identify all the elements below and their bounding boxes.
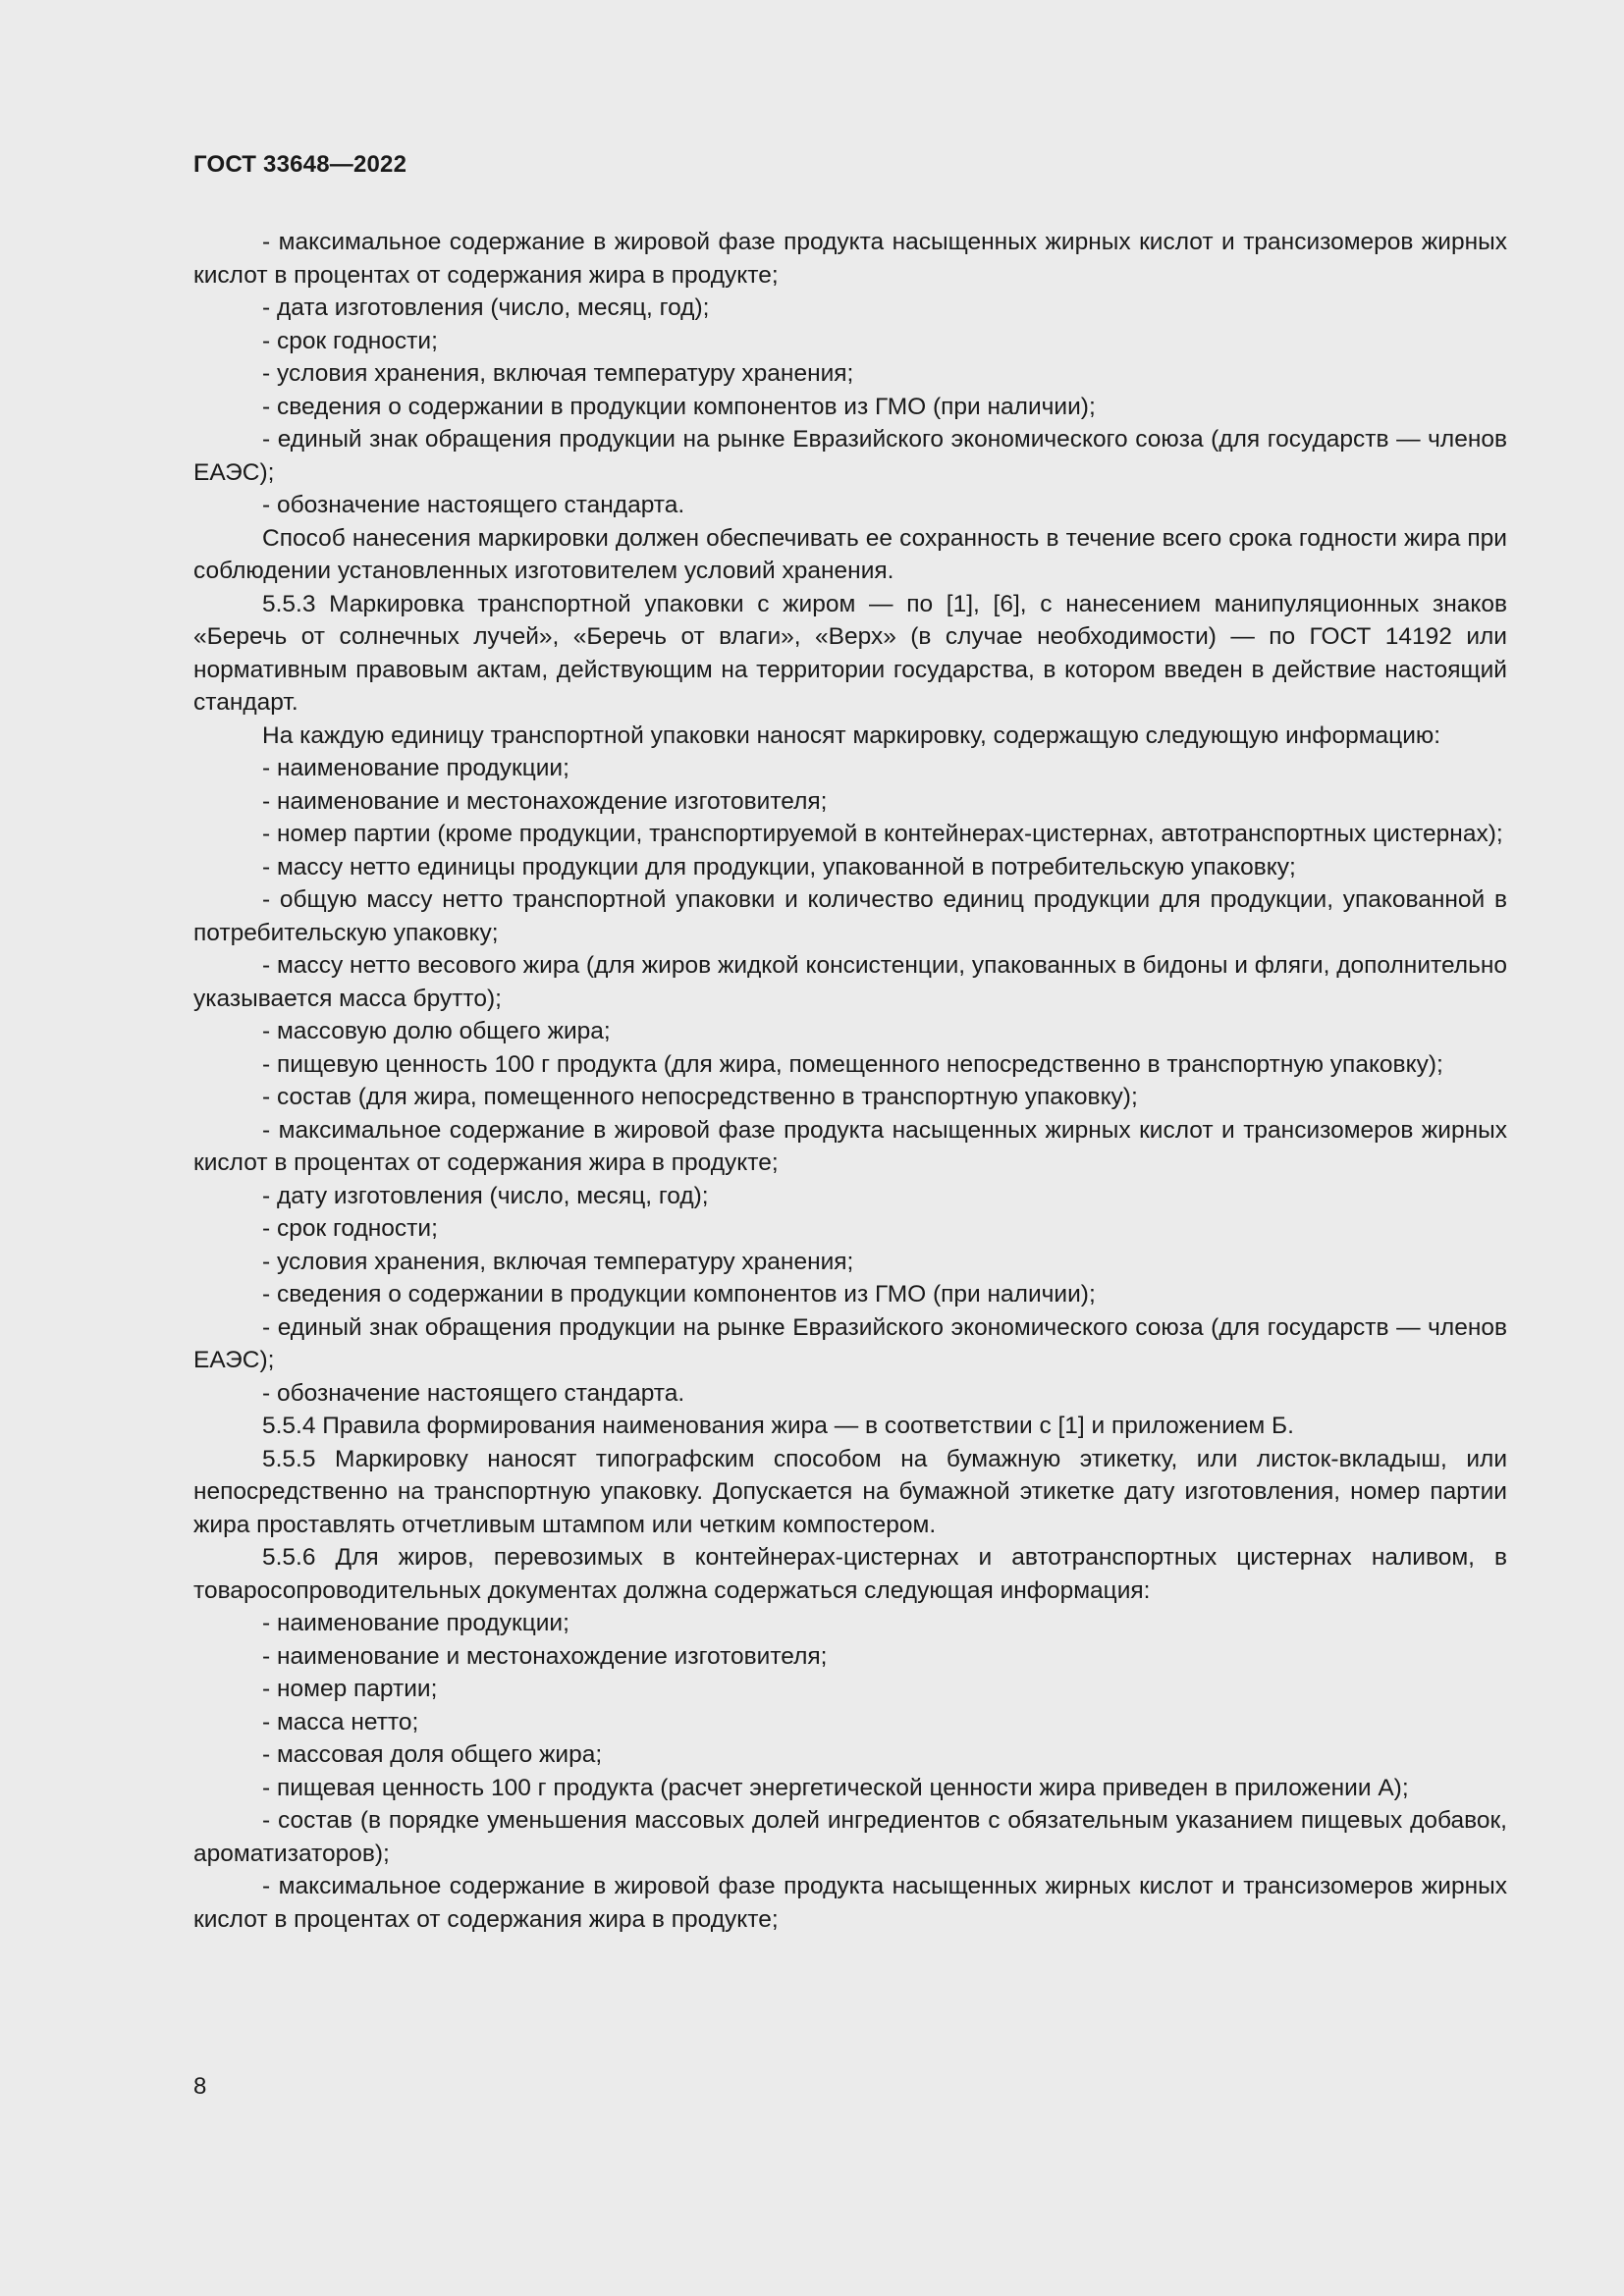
paragraph: - дату изготовления (число, месяц, год); xyxy=(262,1182,709,1209)
paragraph: 5.5.5 Маркировку наносят типографским способом на бумажную этикетку, или листок-вкладыш, или непосредственно на транспортную упаковку. Допускается на бумажной этикетке дату изготовления, номер партии жира проставлять отчетливым штампом или четким компостером. xyxy=(193,1445,1507,1538)
paragraph: - максимальное содержание в жировой фазе продукта насыщенных жирных кислот и трансизомеров жирных кислот в процентах от содержания жира в продукте; xyxy=(193,229,1507,289)
paragraph: - обозначение настоящего стандарта. xyxy=(262,1379,685,1407)
paragraph: - масса нетто; xyxy=(262,1708,419,1735)
paragraph: 5.5.3 Маркировка транспортной упаковки с жиром — по [1], [6], с нанесением манипуляционных знаков «Беречь от солнечных лучей», «Беречь от влаги», «Верх» (в случае необходимости) — по ГОСТ 14192 или нормативным правовым актам, действующим на территории государства, в котором введен в действие настоящий стандарт. xyxy=(193,590,1507,716)
paragraph: - массу нетто единицы продукции для продукции, упакованной в потребительскую упаковку; xyxy=(262,853,1296,881)
paragraph: - условия хранения, включая температуру хранения; xyxy=(262,1248,854,1275)
paragraph: - обозначение настоящего стандарта. xyxy=(262,492,685,518)
paragraph: - наименование и местонахождение изготовителя; xyxy=(262,1642,828,1670)
paragraph: - единый знак обращения продукции на рынке Евразийского экономического союза (для государств — членов ЕАЭС); xyxy=(193,426,1507,486)
paragraph: - пищевая ценность 100 г продукта (расчет энергетической ценности жира приведен в приложении А); xyxy=(262,1774,1409,1801)
paragraph: - срок годности; xyxy=(262,327,438,354)
paragraph: - срок годности; xyxy=(262,1215,438,1242)
paragraph: - массовая доля общего жира; xyxy=(262,1741,603,1768)
paragraph: На каждую единицу транспортной упаковки наносят маркировку, содержащую следующую информацию: xyxy=(262,721,1441,749)
paragraph: - массу нетто весового жира (для жиров жидкой консистенции, упакованных в бидоны и фляги, дополнительно указывается масса брутто); xyxy=(193,952,1507,1012)
paragraph: - общую массу нетто транспортной упаковки и количество единиц продукции для продукции, упакованной в потребительскую упаковку; xyxy=(193,886,1507,946)
paragraph: - пищевую ценность 100 г продукта (для жира, помещенного непосредственно в транспортную упаковку); xyxy=(262,1050,1443,1078)
paragraph: - сведения о содержании в продукции компонентов из ГМО (при наличии); xyxy=(262,1281,1096,1308)
paragraph: - единый знак обращения продукции на рынке Евразийского экономического союза (для государств — членов ЕАЭС); xyxy=(193,1313,1507,1373)
paragraph: - массовую долю общего жира; xyxy=(262,1018,611,1044)
paragraph: - наименование продукции; xyxy=(262,755,569,781)
paragraph: - состав (в порядке уменьшения массовых долей ингредиентов с обязательным указанием пищевых добавок, ароматизаторов); xyxy=(193,1807,1507,1867)
paragraph: 5.5.6 Для жиров, перевозимых в контейнерах-цистернах и автотранспортных цистернах наливом, в товаросопроводительных документах должна содержаться следующая информация: xyxy=(193,1544,1507,1604)
paragraph: - состав (для жира, помещенного непосредственно в транспортную упаковку); xyxy=(262,1084,1138,1110)
paragraph: - условия хранения, включая температуру хранения; xyxy=(262,360,854,387)
page-number: 8 xyxy=(193,2073,207,2100)
paragraph: - наименование и местонахождение изготовителя; xyxy=(262,787,828,815)
document-page xyxy=(193,0,1507,2296)
paragraph: - номер партии; xyxy=(262,1676,438,1702)
paragraph: - наименование продукции; xyxy=(262,1610,569,1636)
document-body xyxy=(193,226,1507,1936)
paragraph: Способ нанесения маркировки должен обеспечивать ее сохранность в течение всего срока годности жира при соблюдении установленных изготовителем условий хранения. xyxy=(193,524,1507,584)
paragraph: 5.5.4 Правила формирования наименования жира — в соответствии с [1] и приложением Б. xyxy=(262,1413,1294,1439)
paragraph: - сведения о содержании в продукции компонентов из ГМО (при наличии); xyxy=(262,393,1096,420)
document-header: ГОСТ 33648—2022 xyxy=(193,151,407,178)
paragraph: - дата изготовления (число, месяц, год); xyxy=(262,294,710,321)
paragraph: - номер партии (кроме продукции, транспортируемой в контейнерах-цистернах, автотранспортных цистернах); xyxy=(262,821,1503,847)
paragraph: - максимальное содержание в жировой фазе продукта насыщенных жирных кислот и трансизомеров жирных кислот в процентах от содержания жира в продукте; xyxy=(193,1116,1507,1176)
paragraph: - максимальное содержание в жировой фазе продукта насыщенных жирных кислот и трансизомеров жирных кислот в процентах от содержания жира в продукте; xyxy=(193,1873,1507,1933)
